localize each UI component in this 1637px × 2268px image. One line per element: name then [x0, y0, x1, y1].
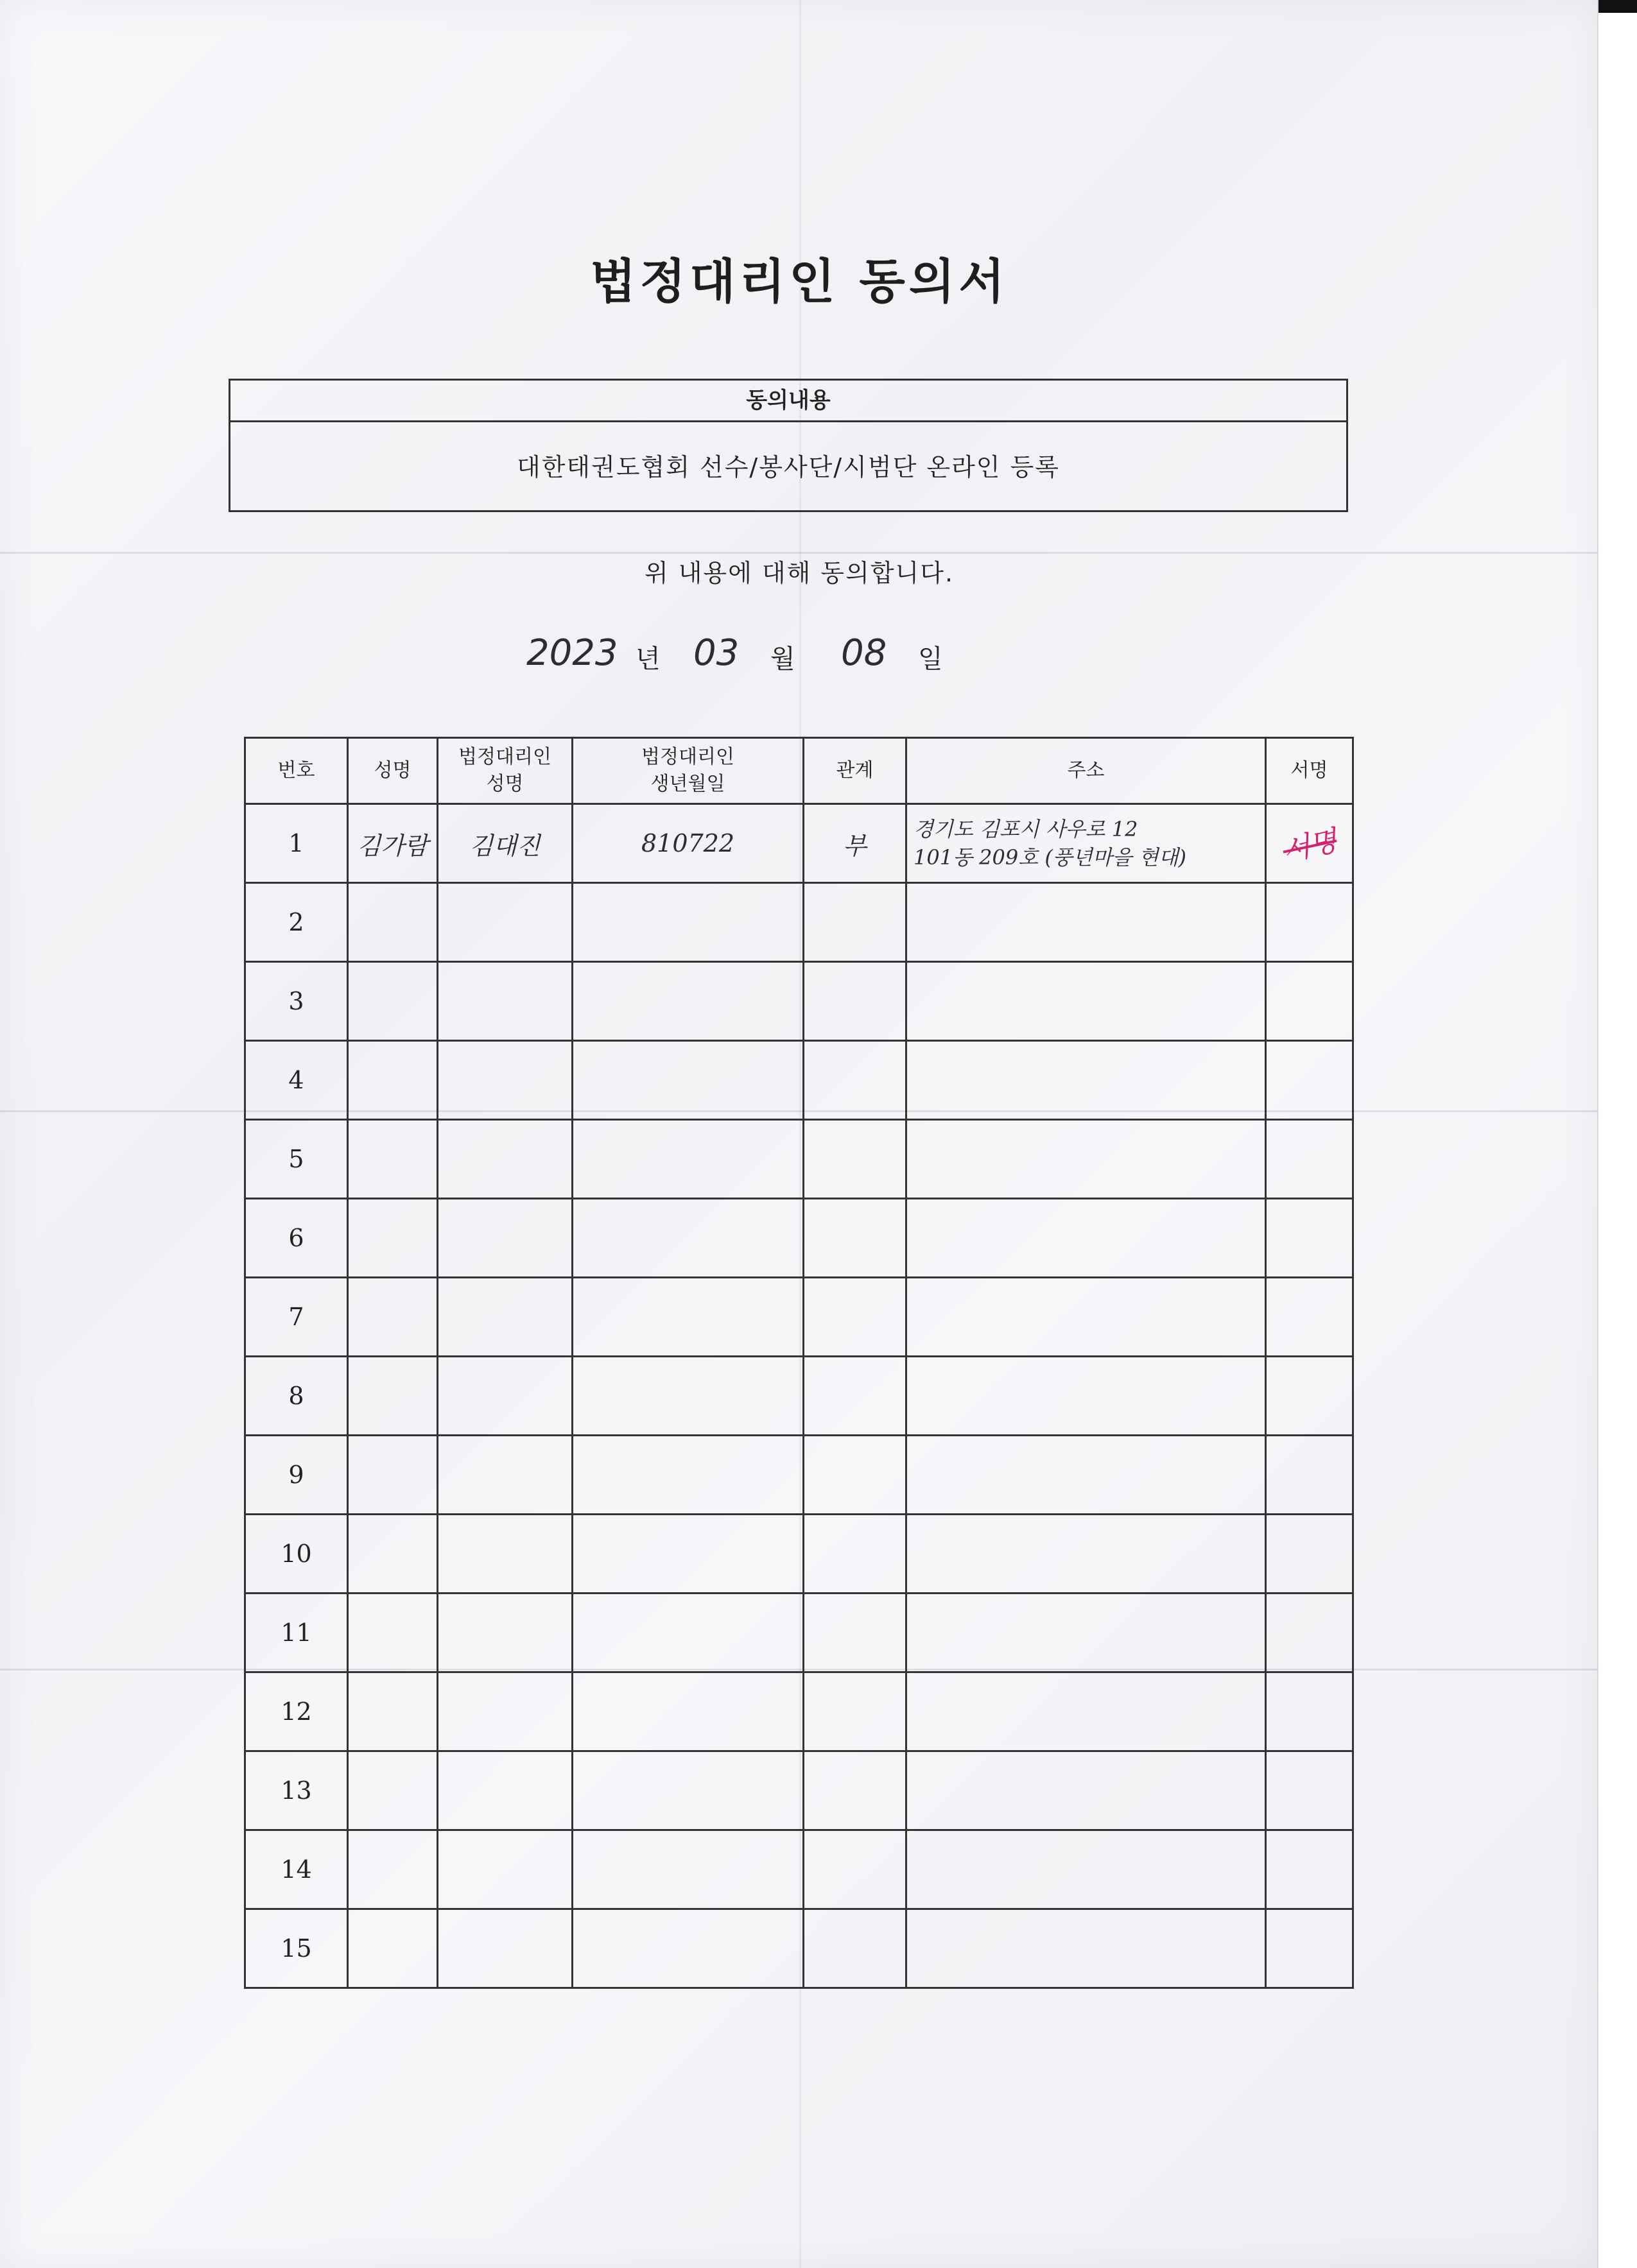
- row-guardian-name: 김대진: [438, 804, 573, 883]
- date-year-value: 2023: [526, 632, 618, 674]
- table-header-row: [245, 738, 1353, 804]
- date-month-value: 03: [693, 632, 740, 674]
- header-guardian-birth-line2: 생년월일: [650, 773, 725, 795]
- row-guardian-name: [438, 1594, 573, 1672]
- row-guardian-birth: [573, 1436, 804, 1515]
- row-signature: [1266, 1199, 1353, 1278]
- row-number: 9: [245, 1436, 348, 1515]
- row-signature: [1266, 1672, 1353, 1751]
- row-relation: [804, 1830, 906, 1909]
- row-number: 8: [245, 1357, 348, 1436]
- row-number: 14: [245, 1830, 348, 1909]
- row-address: [906, 1357, 1266, 1436]
- row-name: [348, 1594, 438, 1672]
- row-name: [348, 1830, 438, 1909]
- row-relation: [804, 1041, 906, 1120]
- row-guardian-birth: [573, 1357, 804, 1436]
- table-row: [245, 962, 1353, 1041]
- row-address: [906, 962, 1266, 1041]
- row-guardian-name: [438, 1199, 573, 1278]
- row-signature: [1266, 1515, 1353, 1594]
- row-signature: [1266, 1357, 1353, 1436]
- row-guardian-birth: [573, 1751, 804, 1830]
- row-relation: [804, 1909, 906, 1988]
- row-guardian-name: [438, 1436, 573, 1515]
- row-address: [906, 1830, 1266, 1909]
- row-name: [348, 1515, 438, 1594]
- row-signature: [1266, 1120, 1353, 1199]
- guardian-consent-table: [244, 737, 1354, 1989]
- row-number: 3: [245, 962, 348, 1041]
- row-guardian-birth: [573, 883, 804, 962]
- table-row: [245, 1672, 1353, 1751]
- row-relation: [804, 1357, 906, 1436]
- row-number: 6: [245, 1199, 348, 1278]
- row-name: [348, 1278, 438, 1357]
- row-name: [348, 1672, 438, 1751]
- row-guardian-name: [438, 1515, 573, 1594]
- row-name: [348, 1436, 438, 1515]
- row-address: [906, 1672, 1266, 1751]
- table-row: [245, 1830, 1353, 1909]
- row-relation: [804, 1436, 906, 1515]
- consent-content: 대한태권도협회 선수/봉사단/시범단 온라인 등록: [516, 453, 1060, 481]
- row-guardian-birth: 810722: [573, 804, 804, 883]
- header-guardian-name-line2: 성명: [486, 773, 524, 795]
- row-guardian-birth: [573, 1041, 804, 1120]
- row-number: 12: [245, 1672, 348, 1751]
- row-relation: 부: [804, 804, 906, 883]
- row-address: [906, 1199, 1266, 1278]
- row-name: [348, 1357, 438, 1436]
- row-address-line1: 경기도 김포시 사우로 12: [914, 817, 1138, 841]
- table-row: [245, 1278, 1353, 1357]
- table-row: [245, 804, 1353, 883]
- row-guardian-name: [438, 1830, 573, 1909]
- table-row: [245, 1199, 1353, 1278]
- row-name: [348, 1751, 438, 1830]
- row-relation: [804, 1278, 906, 1357]
- row-signature: [1266, 883, 1353, 962]
- row-guardian-name: [438, 1672, 573, 1751]
- header-guardian-birth-line1: 법정대리인: [641, 746, 734, 768]
- row-signature: [1266, 962, 1353, 1041]
- row-signature: [1266, 1041, 1353, 1120]
- row-name: [348, 1199, 438, 1278]
- date-day-value: 08: [841, 632, 887, 674]
- row-signature: [1266, 1830, 1353, 1909]
- header-guardian-name: [438, 738, 573, 804]
- row-number: 11: [245, 1594, 348, 1672]
- table-row: [245, 1515, 1353, 1594]
- row-guardian-birth: [573, 1515, 804, 1594]
- table-row: [245, 883, 1353, 962]
- row-signature: [1266, 804, 1353, 883]
- row-guardian-birth: [573, 1120, 804, 1199]
- table-row: [245, 1041, 1353, 1120]
- row-signature: [1266, 1594, 1353, 1672]
- agreement-text: 위 내용에 대해 동의합니다.: [644, 559, 955, 587]
- row-relation: [804, 1672, 906, 1751]
- row-guardian-birth: [573, 1672, 804, 1751]
- row-guardian-name: [438, 1278, 573, 1357]
- table-row: [245, 1357, 1353, 1436]
- row-number: 5: [245, 1120, 348, 1199]
- date-year-label: 년: [636, 644, 661, 674]
- row-number: 15: [245, 1909, 348, 1988]
- row-guardian-birth: [573, 1594, 804, 1672]
- row-address: [906, 804, 1266, 883]
- date-day-label: 일: [918, 644, 943, 674]
- row-address: [906, 1120, 1266, 1199]
- row-guardian-name: [438, 883, 573, 962]
- row-name: [348, 962, 438, 1041]
- row-relation: [804, 1120, 906, 1199]
- table-row: [245, 1120, 1353, 1199]
- row-name: [348, 1041, 438, 1120]
- row-guardian-name: [438, 1751, 573, 1830]
- row-address-line2: 101동 209호 (풍년마을 현대): [914, 845, 1186, 870]
- table-row: [245, 1436, 1353, 1515]
- document-title: 법정대리인 동의서: [590, 254, 1009, 309]
- scan-corner-mark: [1598, 0, 1637, 13]
- row-address: [906, 1594, 1266, 1672]
- row-relation: [804, 1594, 906, 1672]
- row-relation: [804, 1199, 906, 1278]
- row-address: [906, 1436, 1266, 1515]
- row-number: 13: [245, 1751, 348, 1830]
- header-name: 성명: [348, 738, 438, 804]
- row-guardian-birth: [573, 1830, 804, 1909]
- header-relation: 관계: [804, 738, 906, 804]
- date-month-label: 월: [770, 644, 795, 674]
- table-row: [245, 1751, 1353, 1830]
- table-row: [245, 1594, 1353, 1672]
- row-signature: [1266, 1909, 1353, 1988]
- scan-margin: [1597, 0, 1637, 2268]
- row-address: [906, 1041, 1266, 1120]
- table-row: [245, 1909, 1353, 1988]
- row-signature: [1266, 1278, 1353, 1357]
- row-relation: [804, 962, 906, 1041]
- header-number: 번호: [245, 738, 348, 804]
- row-guardian-name: [438, 1120, 573, 1199]
- row-number: 4: [245, 1041, 348, 1120]
- row-number: 10: [245, 1515, 348, 1594]
- date-line: [0, 632, 1598, 683]
- header-address: 주소: [906, 738, 1266, 804]
- row-guardian-birth: [573, 1909, 804, 1988]
- row-guardian-name: [438, 1909, 573, 1988]
- row-guardian-birth: [573, 1199, 804, 1278]
- consent-box: [229, 379, 1348, 512]
- row-guardian-name: [438, 1357, 573, 1436]
- row-number: 7: [245, 1278, 348, 1357]
- header-signature: 서명: [1266, 738, 1353, 804]
- row-signature: [1266, 1751, 1353, 1830]
- row-name: [348, 1120, 438, 1199]
- row-address: [906, 883, 1266, 962]
- row-address: [906, 1515, 1266, 1594]
- row-relation: [804, 1515, 906, 1594]
- row-name: [348, 883, 438, 962]
- row-name: 김가람: [348, 804, 438, 883]
- row-signature: [1266, 1436, 1353, 1515]
- row-address: [906, 1751, 1266, 1830]
- consent-header: 동의내용: [230, 381, 1346, 422]
- row-guardian-birth: [573, 962, 804, 1041]
- row-relation: [804, 883, 906, 962]
- row-number: 1: [245, 804, 348, 883]
- row-guardian-birth: [573, 1278, 804, 1357]
- row-name: [348, 1909, 438, 1988]
- row-number: 2: [245, 883, 348, 962]
- row-address: [906, 1278, 1266, 1357]
- row-relation: [804, 1751, 906, 1830]
- handwritten-signature: 서명: [1279, 824, 1340, 868]
- row-address: [906, 1909, 1266, 1988]
- header-guardian-birth: [573, 738, 804, 804]
- row-guardian-name: [438, 962, 573, 1041]
- row-guardian-name: [438, 1041, 573, 1120]
- header-guardian-name-line1: 법정대리인: [458, 746, 551, 768]
